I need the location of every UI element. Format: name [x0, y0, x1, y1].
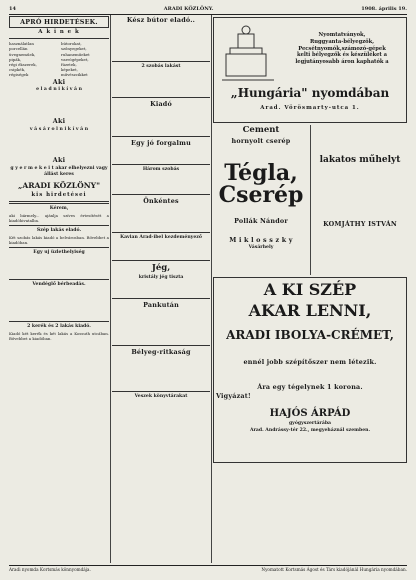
hajos-name: HAJÓS ÁRPÁD [269, 408, 351, 420]
paper-ad-title: „ARADI KÖZLÖNY" [17, 180, 101, 190]
jeg-title: Jég, [151, 263, 171, 274]
kerek-title: 2 kerék és 2 lakás kiadó. [27, 323, 91, 329]
locksmith-ad [313, 125, 407, 275]
aki-heading-2: Aki [52, 117, 66, 126]
pankutan-title: Pankután [143, 301, 179, 310]
kerek-text: Kiadó két kerék és két lakás a Kossuth utcában. Bővebbet a kiadóban. [9, 330, 109, 341]
pollak-name: Pollák Nándor [234, 217, 288, 226]
aki-sub-3: g y e r m e k e i t akar elhelyezni vagy állást keres [10, 165, 108, 177]
kerem-title: Kérem, [49, 205, 69, 211]
szep-text: Két szobás lakás kiadó a belvárosban. Bővebbet a kiadóban. [9, 234, 109, 245]
paper-ad-sub: kis hirdetései [31, 191, 87, 198]
egyjo-title: Egy jó forgalmu [131, 138, 191, 147]
cserep-title: Cserép [218, 182, 304, 209]
footer-left: Aradi nyomda Kortsmás könnyomdája. [9, 566, 91, 572]
kavian-title: Kavian Arad-ibel kezdeményező [120, 235, 202, 241]
aki-sub-2: v á s á r o l n i k í v á n [29, 126, 89, 132]
harom-title: Három szobás [142, 166, 180, 172]
jeg-sub: kristály jég tiszta [138, 275, 184, 281]
lakatos-title: lakatos műhelyt [319, 155, 401, 165]
bilyog-title: Bélyeg-ritkaság [131, 347, 191, 356]
vendeglo-title: Vendéglő bérbeadás. [32, 281, 86, 287]
szepito-text: ennél jobb szépítőszer nem létezik. [243, 358, 377, 367]
cement-title: Cement [242, 125, 280, 135]
keszhaz-title: Kész bútor eladó.. [126, 16, 196, 24]
cement-sub: hornyolt cserép [231, 137, 291, 146]
aki-heading-3: Aki [52, 156, 66, 165]
onkentes-title: Önkéntes [143, 196, 179, 205]
uzlet-title: Egy uj üzlethelyiség [33, 249, 85, 255]
ara-text: Ára egy tégelynek 1 korona. [257, 382, 363, 391]
kiado-title: Kiadó [150, 100, 172, 109]
page-footer [9, 565, 407, 572]
brick-ad [213, 125, 309, 275]
hungaria-address: Arad. Vörösmarty-utca 1. [260, 105, 360, 111]
page-header [9, 6, 407, 15]
ki-szep: A KI SZÉP [263, 280, 357, 299]
akar-lenni: AKAR LENNI, [248, 300, 372, 320]
akinek-heading: A k i n e k [38, 29, 80, 36]
szep-title: Szép lakás eladó. [36, 227, 82, 233]
kerem-text: aki bármely... ajánlja szíves értesítését a kiadóhivatalba. [9, 212, 109, 223]
column-1 [9, 15, 109, 563]
paper-title: ARADI KÖZLÖNY. [163, 6, 214, 12]
akinek-list: használatlan bútorokat, porcellán szőnyegeket, üvegneműek, ruhaneműeket pipák, varrógépeket, régi ékszerek, füzetek, csipkék, képeket, régiségek művészcikket [9, 41, 90, 77]
ads-title: APRÓ HIRDETÉSEK. [9, 16, 109, 28]
aki-sub-1: e l a d n i k í v á n [36, 87, 82, 93]
column-2 [112, 15, 210, 563]
haz-title: 2 szobás lakást [141, 64, 181, 70]
komjathy-name: KOMJÁTHY ISTVÁN [323, 219, 397, 228]
ibolya-ad [213, 277, 407, 463]
tegla-title: Tégla, [224, 160, 298, 187]
hajos-sub: gyógyszertárába [288, 421, 332, 427]
hungaria-title: „Hungária" nyomdában [230, 86, 390, 100]
issue-date: 1908. április 19. [361, 6, 407, 12]
vasarhely: Vásárhely [248, 245, 274, 251]
column-3 [213, 15, 407, 563]
stamp-illustration [218, 24, 278, 94]
miklosszky-name: M i k l o s s z k y [229, 235, 293, 244]
stamp-ad: Nyomtatványok, Ruggyanta-bélyegzők, Pecsétnyomók,számozó-gépek kelti bélyegzők és készüléket a legjutányosabb áron kaphatók a „Hungária" nyomdában Arad. Vörösmarty-utca 1. [213, 17, 407, 123]
hajos-address: Arad. Andrássy-tér 22., megyeháznál szemben. [249, 428, 371, 434]
vigyazat: Vigyázat! [216, 391, 251, 400]
ibolya-title: ARADI IBOLYA-CRÉMET, [226, 327, 394, 342]
veszek-title: Veszek könyvtárakat [134, 393, 188, 399]
newspaper-page [9, 6, 407, 572]
footer-right: Nyomatott Kortsmás Ágost és Társ kiadójánál Hungária nyomdában. [261, 566, 407, 572]
aki-heading-1: Aki [52, 77, 66, 86]
page-number: 14 [9, 6, 16, 12]
